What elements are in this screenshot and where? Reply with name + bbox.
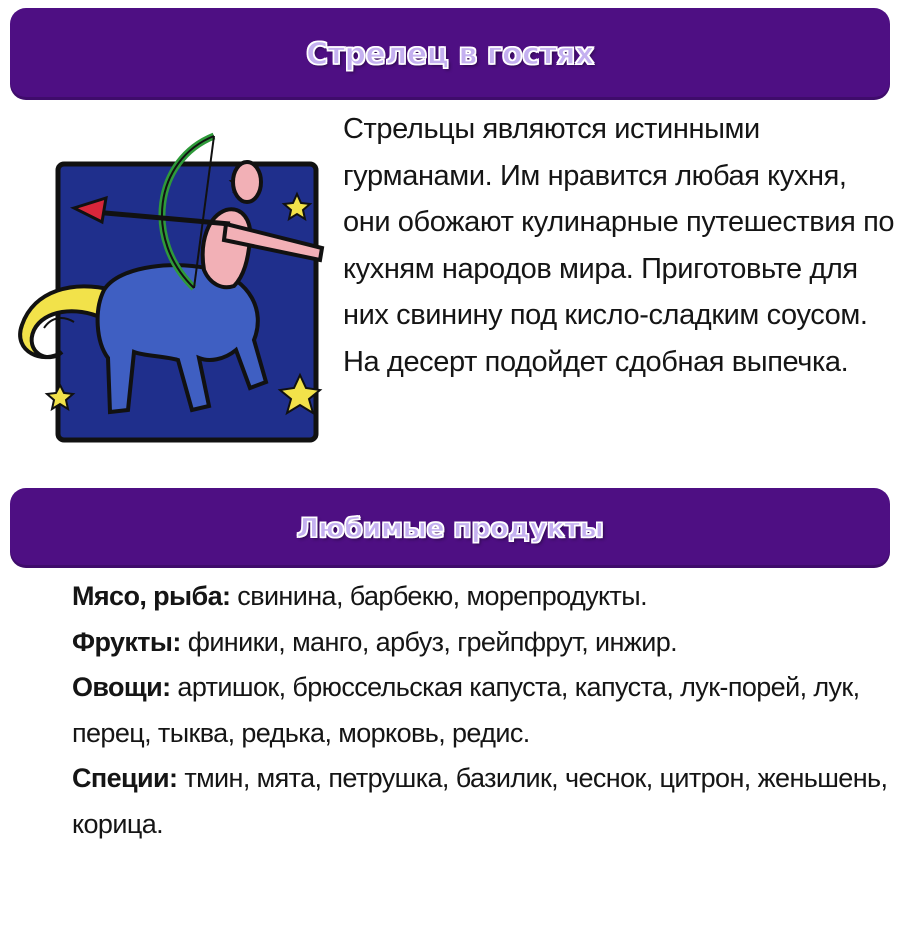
products-fruits-label: Фрукты: [72,626,181,657]
products-vegetables [72,665,892,756]
products-spices [72,756,892,847]
intro-text: Стрельцы являются истинными гурманами. Им нравится любая кухня, они обожают кулинарные путешествия по кухням народов мира. Приготовьте для них свинину под кисло-сладким соусом. На десерт подойдет сдобная выпечка. [343,113,895,378]
products-meat [72,574,892,620]
section-title: Любимые продукты [296,512,604,544]
header-banner [10,8,890,100]
products-fruits [72,620,892,666]
sagittarius-illustration [4,120,334,450]
page-title: Стрелец в гостях [306,36,594,72]
products-list [72,574,892,847]
products-spices-items: тмин, мята, петрушка, базилик, чеснок, цитрон, женьшень, корица. [72,763,888,839]
sagittarius-centaur-archer-icon [4,120,334,450]
products-spices-label: Специи: [72,763,178,793]
products-vegetables-items: артишок, брюссельская капуста, капуста, лук-порей, лук, перец, тыква, редька, морковь, редис. [72,672,860,748]
products-meat-items: свинина, барбекю, морепродукты. [230,581,647,611]
products-meat-label: Мясо, рыба: [72,581,231,611]
favorite-products-banner [10,488,890,568]
products-fruits-items: финики, манго, арбуз, грейпфрут, инжир. [180,626,678,657]
products-vegetables-label: Овощи: [72,672,171,702]
